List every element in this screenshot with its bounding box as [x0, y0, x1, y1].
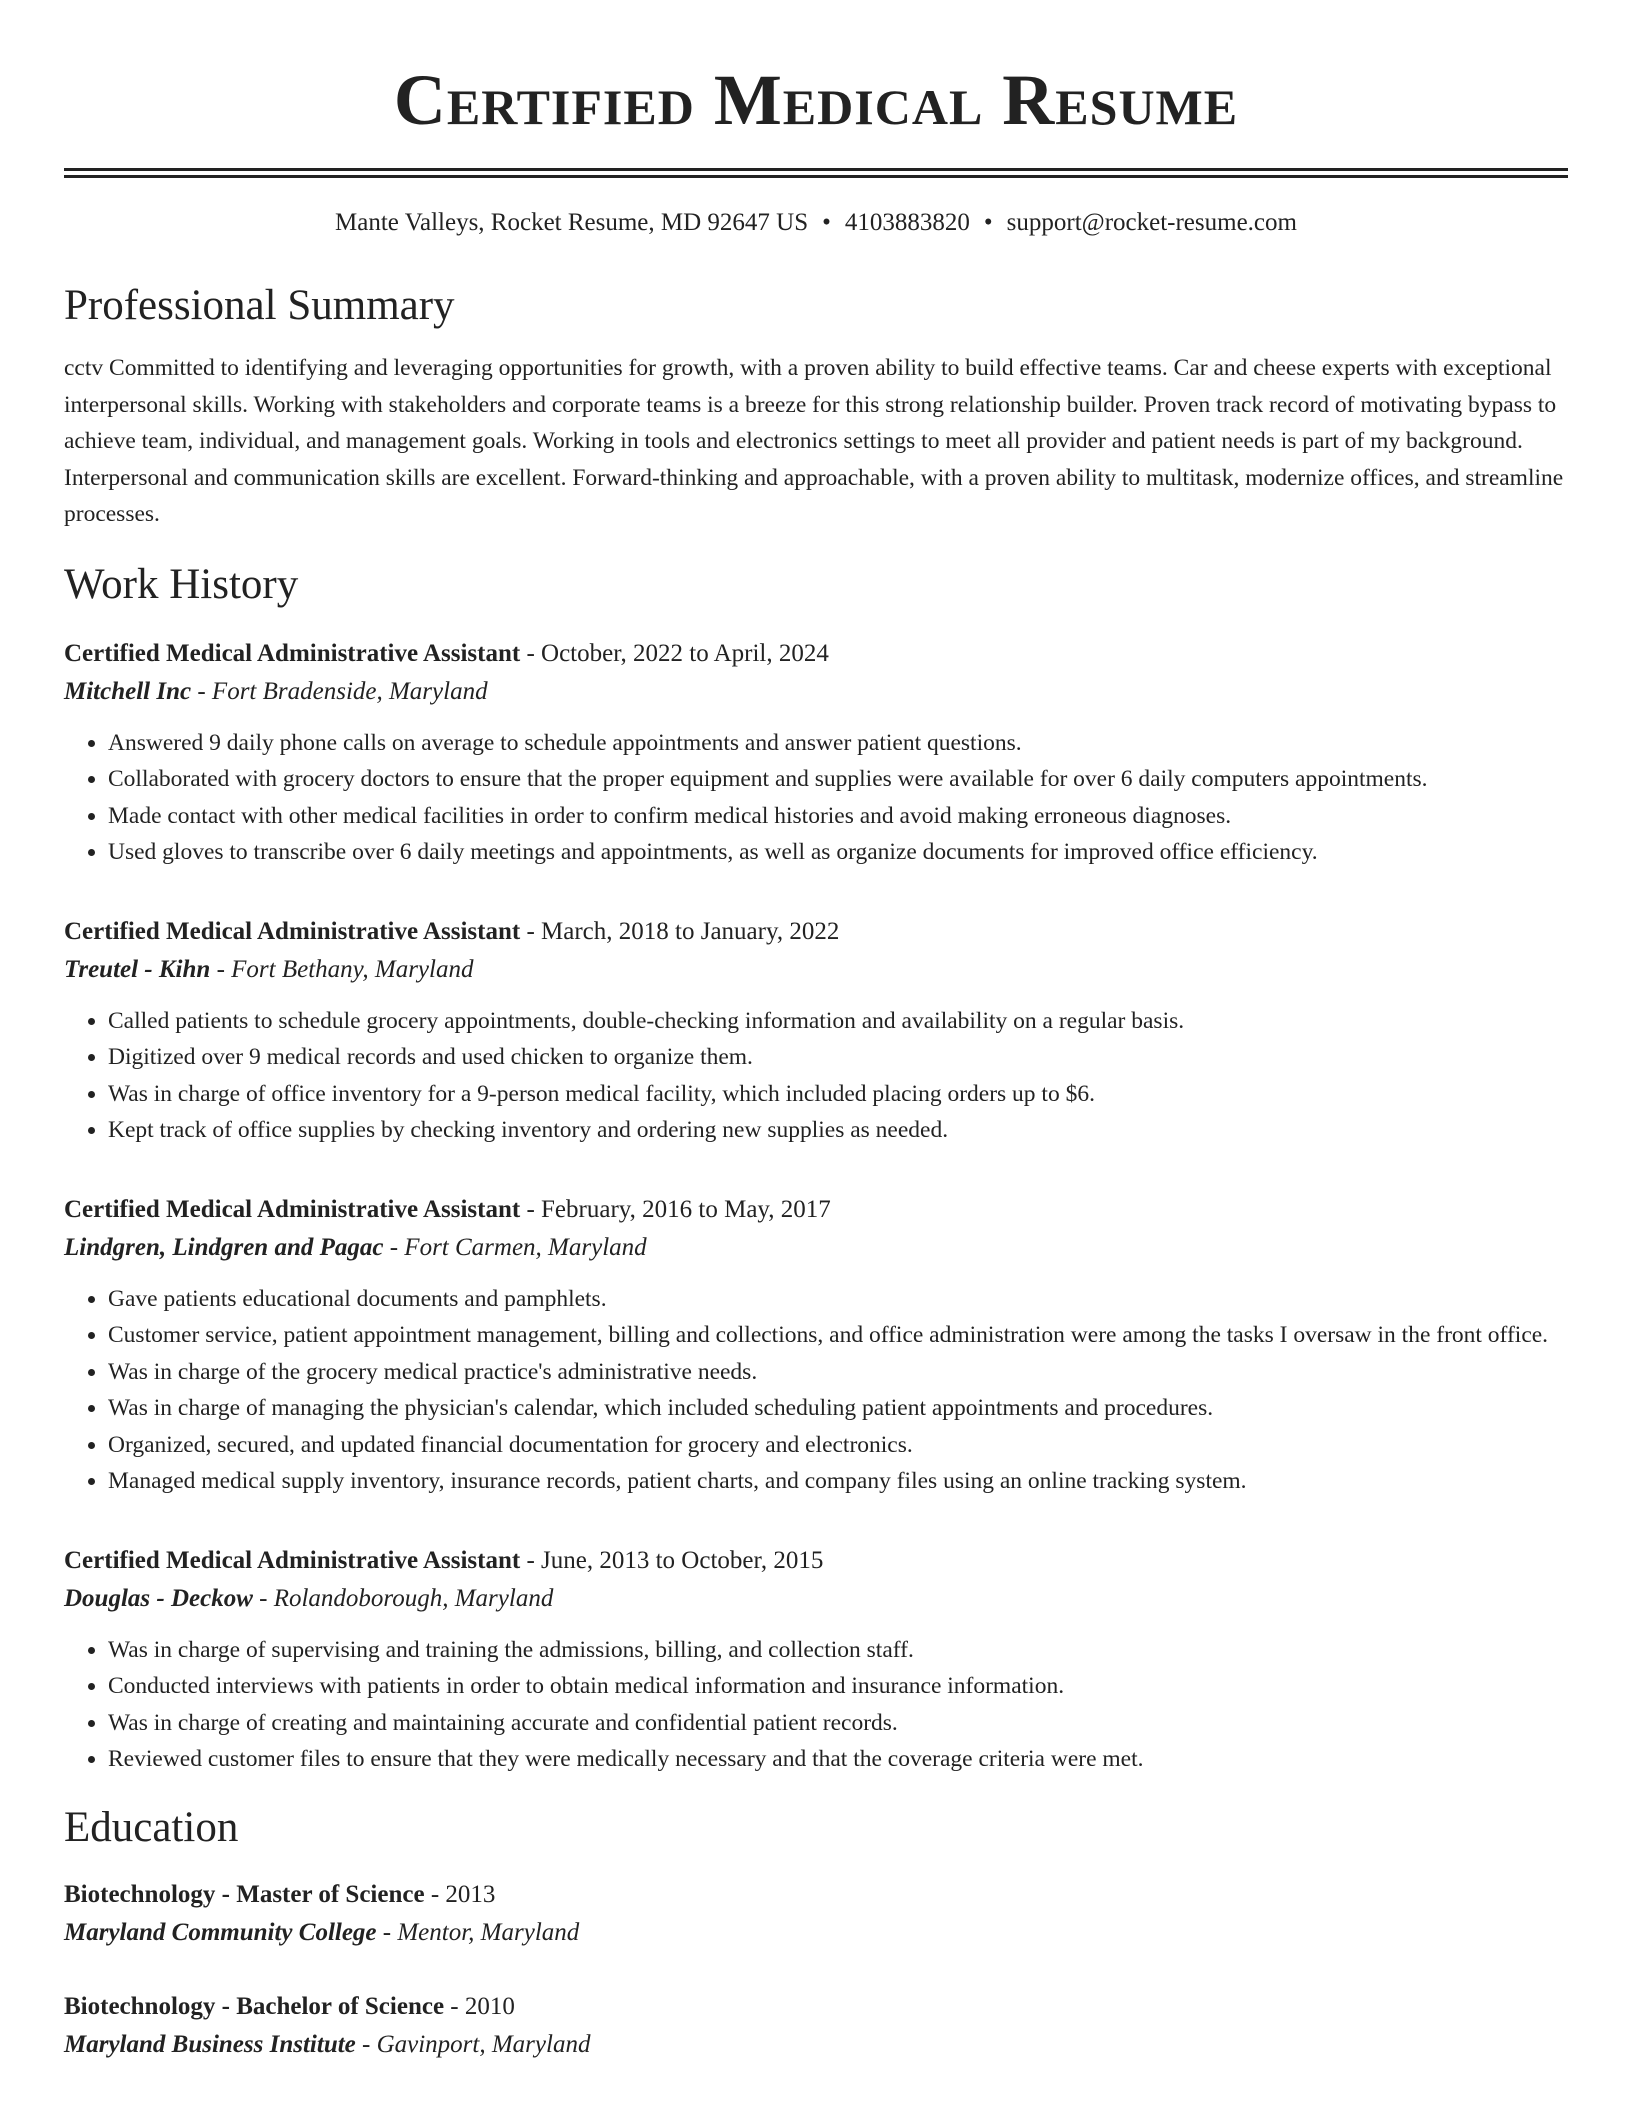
job-entry	[64, 913, 1568, 1149]
school-name: Maryland Community College	[64, 1918, 377, 1946]
education-list	[64, 1876, 1568, 2064]
work-history-list	[64, 635, 1568, 1778]
work-history-heading: Work History	[64, 560, 299, 608]
school-location: - Mentor, Maryland	[376, 1918, 580, 1946]
title-double-rule	[64, 168, 1568, 178]
contact-line	[64, 206, 1568, 240]
contact-separator: •	[983, 209, 993, 236]
job-dates: - October, 2022 to April, 2024	[520, 639, 829, 667]
job-bullet: • Was in charge of office inventory for a 9-person medical facility, which included placing orders up to $6.	[108, 1076, 1568, 1113]
job-employer-line	[64, 1229, 1568, 1267]
job-bullets	[64, 1003, 1568, 1149]
job-company: Lindgren, Lindgren and Pagac	[64, 1233, 384, 1261]
education-entry	[64, 1988, 1568, 2064]
job-title-line	[64, 635, 1568, 673]
job-bullet: • Was in charge of supervising and training the admissions, billing, and collection staff.	[108, 1632, 1568, 1669]
job-bullet: • Made contact with other medical facilities in order to confirm medical histories and avoid making erroneous diagnoses.	[108, 798, 1568, 835]
job-bullet: • Organized, secured, and updated financial documentation for grocery and electronics.	[108, 1427, 1568, 1464]
contact-address: Mante Valleys, Rocket Resume, MD 92647 US	[335, 209, 809, 236]
job-dates: - March, 2018 to January, 2022	[520, 917, 840, 945]
job-entry	[64, 1542, 1568, 1778]
school-location: - Gavinport, Maryland	[355, 2030, 591, 2058]
job-bullet: • Customer service, patient appointment management, billing and collections, and office administration were among the tasks I oversaw in the front office.	[108, 1317, 1568, 1354]
job-company: Treutel - Kihn	[64, 955, 211, 983]
job-title: Certified Medical Administrative Assistant	[64, 917, 521, 945]
job-bullet: • Gave patients educational documents and pamphlets.	[108, 1281, 1568, 1318]
job-bullet: • Collaborated with grocery doctors to ensure that the proper equipment and supplies were available for over 6 daily computers appointments.	[108, 761, 1568, 798]
degree: Biotechnology - Bachelor of Science	[64, 1992, 445, 2020]
job-employer-line	[64, 951, 1568, 989]
job-bullets	[64, 1632, 1568, 1778]
education-entry	[64, 1876, 1568, 1952]
job-bullets	[64, 1281, 1568, 1500]
job-employer-line	[64, 1580, 1568, 1618]
graduation-year: - 2010	[444, 1992, 515, 2020]
job-bullet: • Was in charge of creating and maintaining accurate and confidential patient records.	[108, 1705, 1568, 1742]
job-entry	[64, 635, 1568, 871]
degree-line	[64, 1876, 1568, 1914]
resume-title: Certified Medical Resume	[393, 60, 1239, 140]
summary-heading: Professional Summary	[64, 282, 455, 329]
job-company: Mitchell Inc	[64, 677, 192, 705]
job-bullet: • Called patients to schedule grocery appointments, double-checking information and availability on a regular basis.	[108, 1003, 1568, 1040]
school-name: Maryland Business Institute	[64, 2030, 356, 2058]
job-location: - Rolandoborough, Maryland	[252, 1584, 554, 1612]
degree-line	[64, 1988, 1568, 2026]
job-bullet: • Answered 9 daily phone calls on average to schedule appointments and answer patient questions.	[108, 725, 1568, 762]
summary-text: cctv Committed to identifying and leveraging opportunities for growth, with a proven ability to build effective teams. Car and cheese experts with exceptional interpersonal skills. Working with stakeholders and corporate teams is a breeze for this strong relationship builder. Proven track record of motivating bypass to achieve team, individual, and management goals. Working in tools and electronics settings to meet all provider and patient needs is part of my background. Interpersonal and communication skills are excellent. Forward-thinking and approachable, with a proven ability to multitask, modernize offices, and streamline processes.	[64, 355, 1564, 527]
job-company: Douglas - Deckow	[64, 1584, 253, 1612]
job-location: - Fort Bradenside, Maryland	[191, 677, 488, 705]
job-bullet: • Kept track of office supplies by checking inventory and ordering new supplies as needed.	[108, 1112, 1568, 1149]
school-line	[64, 2026, 1568, 2064]
education-heading: Education	[64, 1803, 239, 1851]
job-bullet: • Managed medical supply inventory, insurance records, patient charts, and company files using an online tracking system.	[108, 1463, 1568, 1500]
job-title: Certified Medical Administrative Assistant	[64, 1546, 521, 1574]
degree: Biotechnology - Master of Science	[64, 1880, 425, 1908]
job-title-line	[64, 913, 1568, 951]
contact-phone: 4103883820	[844, 209, 970, 236]
job-bullet: • Digitized over 9 medical records and used chicken to organize them.	[108, 1039, 1568, 1076]
contact-separator: •	[822, 209, 831, 236]
job-bullet: • Conducted interviews with patients in order to obtain medical information and insurance information.	[108, 1668, 1568, 1705]
job-entry	[64, 1191, 1568, 1500]
job-bullet: • Was in charge of managing the physician's calendar, which included scheduling patient appointments and procedures.	[108, 1390, 1568, 1427]
job-bullet: • Was in charge of the grocery medical practice's administrative needs.	[108, 1354, 1568, 1391]
job-title: Certified Medical Administrative Assistant	[64, 639, 521, 667]
job-title-line	[64, 1191, 1568, 1229]
job-dates: - February, 2016 to May, 2017	[520, 1195, 831, 1223]
job-bullet: • Reviewed customer files to ensure that they were medically necessary and that the coverage criteria were met.	[108, 1741, 1568, 1778]
job-location: - Fort Carmen, Maryland	[383, 1233, 647, 1261]
school-line	[64, 1914, 1568, 1952]
graduation-year: - 2013	[424, 1880, 496, 1908]
job-bullet: • Used gloves to transcribe over 6 daily meetings and appointments, as well as organize documents for improved office efficiency.	[108, 834, 1568, 871]
job-title-line	[64, 1542, 1568, 1580]
contact-email: support@rocket-resume.com	[1006, 209, 1297, 236]
job-location: - Fort Bethany, Maryland	[210, 955, 474, 983]
job-employer-line	[64, 673, 1568, 711]
job-bullets	[64, 725, 1568, 871]
job-dates: - June, 2013 to October, 2015	[520, 1546, 824, 1574]
job-title: Certified Medical Administrative Assistant	[64, 1195, 521, 1223]
